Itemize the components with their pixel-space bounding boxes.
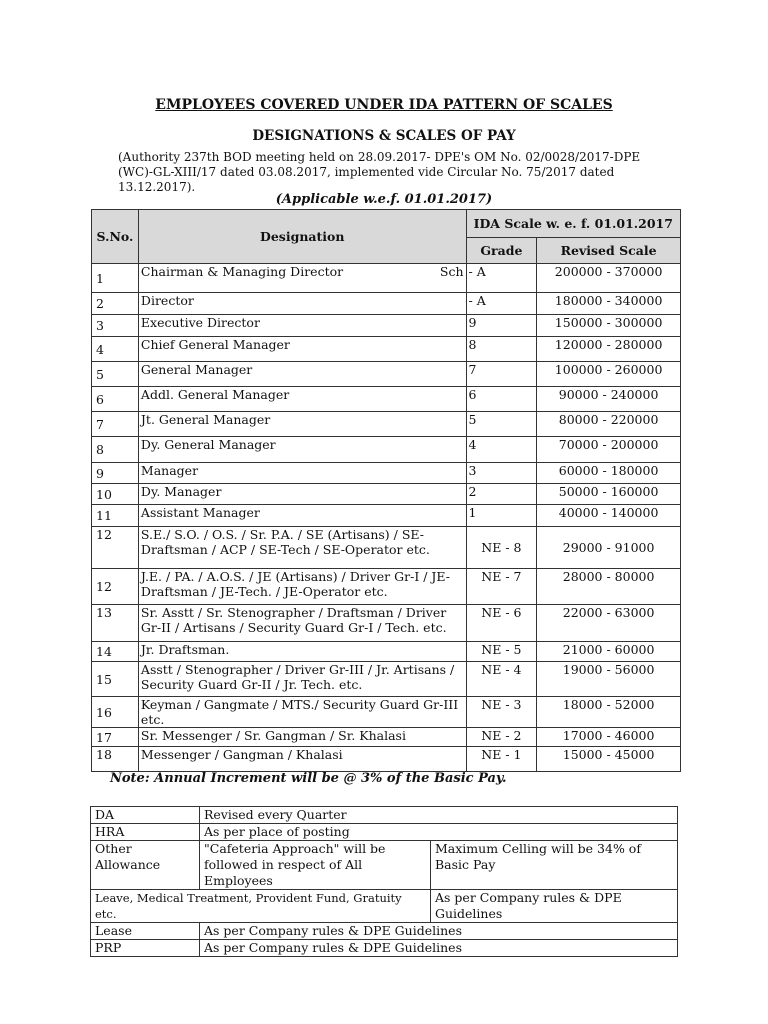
table-row bbox=[92, 362, 681, 387]
row-scale: 120000 - 280000 bbox=[537, 337, 681, 362]
row-scale: 50000 - 160000 bbox=[537, 484, 681, 505]
table-row bbox=[91, 923, 678, 940]
row-scale: 70000 - 200000 bbox=[537, 437, 681, 463]
page-subtitle: DESIGNATIONS & SCALES OF PAY bbox=[252, 128, 516, 144]
table-row bbox=[91, 940, 678, 957]
info-value: As per Company rules & DPE Guidelines bbox=[200, 923, 678, 940]
row-designation: Director bbox=[138, 293, 466, 315]
row-designation: Jr. Draftsman. bbox=[138, 642, 466, 662]
row-designation: Dy. General Manager bbox=[138, 437, 466, 463]
table-row bbox=[92, 642, 681, 662]
row-sno: 18 bbox=[92, 747, 139, 772]
row-grade: 6 bbox=[466, 387, 537, 412]
row-designation: Keyman / Gangmate / MTS./ Security Guard Gr-III etc. bbox=[138, 697, 466, 728]
row-scale: 15000 - 45000 bbox=[537, 747, 681, 772]
table-row bbox=[92, 527, 681, 569]
info-value: As per place of posting bbox=[200, 824, 678, 841]
increment-note: Note: Annual Increment will be @ 3% of the Basic Pay. bbox=[110, 771, 507, 786]
row-scale: 90000 - 240000 bbox=[537, 387, 681, 412]
row-grade: 7 bbox=[466, 362, 537, 387]
row-grade: - A bbox=[466, 293, 537, 315]
row-grade: 9 bbox=[466, 315, 537, 337]
row-sno: 7 bbox=[92, 412, 139, 437]
table-row bbox=[92, 463, 681, 484]
row-grade: NE - 4 bbox=[466, 662, 537, 697]
allowances-table bbox=[90, 806, 678, 957]
row-designation: Messenger / Gangman / Khalasi bbox=[138, 747, 466, 772]
row-designation: Jt. General Manager bbox=[138, 412, 466, 437]
row-designation: Assistant Manager bbox=[138, 505, 466, 527]
row-sno: 10 bbox=[92, 484, 139, 505]
row-sno: 3 bbox=[92, 315, 139, 337]
row-scale: 17000 - 46000 bbox=[537, 728, 681, 747]
row-sno: 12 bbox=[92, 569, 139, 605]
table-row bbox=[92, 605, 681, 642]
table-row bbox=[92, 484, 681, 505]
row-designation: General Manager bbox=[138, 362, 466, 387]
row-designation: S.E./ S.O. / O.S. / Sr. P.A. / SE (Artisans) / SE-Draftsman / ACP / SE-Tech / SE-Operator etc. bbox=[138, 527, 466, 569]
row-designation bbox=[138, 264, 466, 293]
row-sno: 12 bbox=[92, 527, 139, 569]
row-sno: 14 bbox=[92, 642, 139, 662]
info-label: DA bbox=[91, 807, 200, 824]
table-row bbox=[92, 337, 681, 362]
header-revised-scale: Revised Scale bbox=[537, 238, 681, 264]
row-designation: Manager bbox=[138, 463, 466, 484]
row-sno: 5 bbox=[92, 362, 139, 387]
row-sno: 9 bbox=[92, 463, 139, 484]
authority-text: (Authority 237th BOD meeting held on 28.09.2017- DPE's OM No. 02/0028/2017-DPE (WC)-GL-XIII/17 dated 03.08.2017, implemented vide Circular No. 75/2017 dated 13.12.2017). bbox=[118, 150, 641, 194]
row-designation: Sr. Asstt / Sr. Stenographer / Draftsman / Driver Gr-II / Artisans / Security Guard Gr-I / Tech. etc. bbox=[138, 605, 466, 642]
table-row bbox=[92, 728, 681, 747]
row-grade: NE - 8 bbox=[466, 527, 537, 569]
row-designation: Asstt / Stenographer / Driver Gr-III / Jr. Artisans / Security Guard Gr-II / Jr. Tech. etc. bbox=[138, 662, 466, 697]
row-scale: 60000 - 180000 bbox=[537, 463, 681, 484]
row-grade: 5 bbox=[466, 412, 537, 437]
table-row bbox=[91, 824, 678, 841]
table-row bbox=[92, 569, 681, 605]
row-scale: 22000 - 63000 bbox=[537, 605, 681, 642]
table-row bbox=[92, 662, 681, 697]
applicable-date: (Applicable w.e.f. 01.01.2017) bbox=[275, 192, 493, 207]
info-value: Revised every Quarter bbox=[200, 807, 678, 824]
row-grade: 8 bbox=[466, 337, 537, 362]
row-grade: 1 bbox=[466, 505, 537, 527]
designation-text: Chairman & Managing Director bbox=[140, 264, 344, 279]
info-value: As per Company rules & DPE Guidelines bbox=[431, 890, 678, 923]
sch-text: Sch bbox=[439, 264, 464, 279]
row-sno: 2 bbox=[92, 293, 139, 315]
table-row bbox=[92, 505, 681, 527]
row-grade: - A bbox=[466, 264, 537, 293]
row-grade: NE - 7 bbox=[466, 569, 537, 605]
row-sno: 4 bbox=[92, 337, 139, 362]
info-extra: Maximum Celling will be 34% of Basic Pay bbox=[431, 841, 678, 890]
row-designation: Dy. Manager bbox=[138, 484, 466, 505]
row-sno: 6 bbox=[92, 387, 139, 412]
header-ida-scale: IDA Scale w. e. f. 01.01.2017 bbox=[466, 210, 680, 238]
row-sno: 13 bbox=[92, 605, 139, 642]
info-value: As per Company rules & DPE Guidelines bbox=[200, 940, 678, 957]
row-grade: 2 bbox=[466, 484, 537, 505]
row-grade: NE - 6 bbox=[466, 605, 537, 642]
row-designation: Chief General Manager bbox=[138, 337, 466, 362]
row-designation: J.E. / PA. / A.O.S. / JE (Artisans) / Driver Gr-I / JE-Draftsman / JE-Tech. / JE-Operator etc. bbox=[138, 569, 466, 605]
row-scale: 19000 - 56000 bbox=[537, 662, 681, 697]
row-grade: 3 bbox=[466, 463, 537, 484]
row-sno: 17 bbox=[92, 728, 139, 747]
row-grade: NE - 1 bbox=[466, 747, 537, 772]
header-designation: Designation bbox=[138, 210, 466, 264]
row-grade: NE - 5 bbox=[466, 642, 537, 662]
table-row bbox=[92, 264, 681, 293]
table-row bbox=[91, 890, 678, 923]
header-grade: Grade bbox=[466, 238, 537, 264]
row-grade: 4 bbox=[466, 437, 537, 463]
table-row bbox=[92, 315, 681, 337]
info-value: "Cafeteria Approach" will be followed in respect of All Employees bbox=[200, 841, 431, 890]
row-grade: NE - 3 bbox=[466, 697, 537, 728]
row-designation: Sr. Messenger / Sr. Gangman / Sr. Khalasi bbox=[138, 728, 466, 747]
row-sno: 16 bbox=[92, 697, 139, 728]
row-sno: 8 bbox=[92, 437, 139, 463]
table-row bbox=[91, 841, 678, 890]
row-sno: 15 bbox=[92, 662, 139, 697]
row-scale: 200000 - 370000 bbox=[537, 264, 681, 293]
row-scale: 21000 - 60000 bbox=[537, 642, 681, 662]
row-sno: 1 bbox=[92, 264, 139, 293]
row-scale: 180000 - 340000 bbox=[537, 293, 681, 315]
header-sno: S.No. bbox=[92, 210, 139, 264]
pay-scale-table bbox=[91, 209, 681, 772]
row-sno: 11 bbox=[92, 505, 139, 527]
page-title: EMPLOYEES COVERED UNDER IDA PATTERN OF SCALES bbox=[155, 97, 613, 113]
info-label: Leave, Medical Treatment, Provident Fund, Gratuity etc. bbox=[91, 890, 431, 923]
info-label: PRP bbox=[91, 940, 200, 957]
table-row bbox=[92, 437, 681, 463]
table-row bbox=[92, 747, 681, 772]
table-row bbox=[92, 697, 681, 728]
info-label: Lease bbox=[91, 923, 200, 940]
row-scale: 80000 - 220000 bbox=[537, 412, 681, 437]
row-designation: Executive Director bbox=[138, 315, 466, 337]
table-row bbox=[91, 807, 678, 824]
info-label: Other Allowance bbox=[91, 841, 200, 890]
row-scale: 100000 - 260000 bbox=[537, 362, 681, 387]
row-scale: 18000 - 52000 bbox=[537, 697, 681, 728]
table-row bbox=[92, 387, 681, 412]
row-scale: 40000 - 140000 bbox=[537, 505, 681, 527]
row-scale: 29000 - 91000 bbox=[537, 527, 681, 569]
row-scale: 150000 - 300000 bbox=[537, 315, 681, 337]
table-row bbox=[92, 293, 681, 315]
info-label: HRA bbox=[91, 824, 200, 841]
row-grade: NE - 2 bbox=[466, 728, 537, 747]
table-row bbox=[92, 412, 681, 437]
row-scale: 28000 - 80000 bbox=[537, 569, 681, 605]
row-designation: Addl. General Manager bbox=[138, 387, 466, 412]
